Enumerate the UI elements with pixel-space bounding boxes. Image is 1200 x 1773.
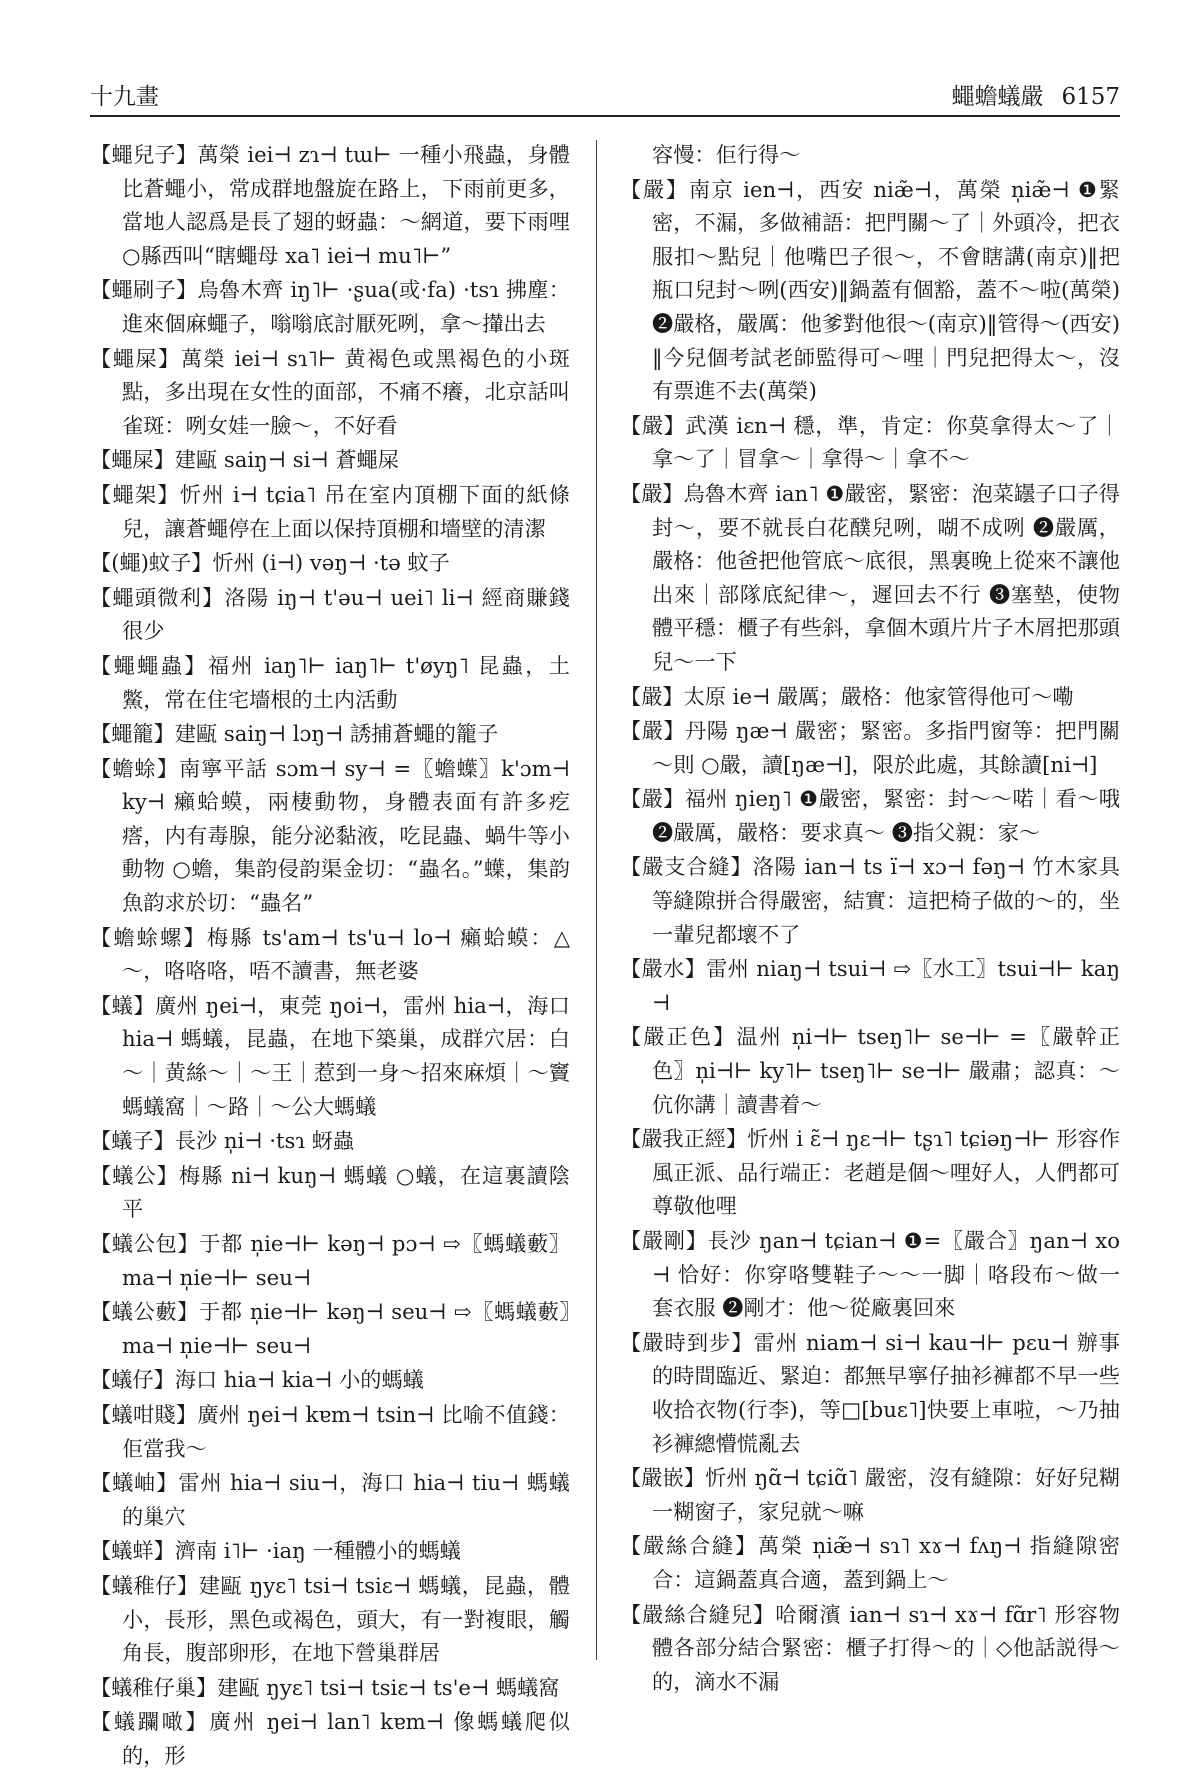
entry-text: 【蟻仔】海口 hia⊣ kia⊣ 小的螞蟻 [90,1367,424,1393]
entry-text: 【蠅架】忻州 i⊣ tɕia˥ 吊在室内頂棚下面的紙條兒，讓蒼蠅停在上面以保持頂棚和墻壁的清潔 [90,481,570,541]
entry-text: 容慢：佢行得～ [652,142,801,167]
entry-text: 【蠅刷子】烏魯木齊 iŋ˥⊢ ·ʂua(或·fa) ·tsɿ 拂塵：進來個麻蠅子，嗡嗡底討厭死咧，拿～攆出去 [90,277,570,336]
entry-text: 【(蠅)蚊子】忻州 (i⊣) vəŋ⊣ ·tə 蚊子 [90,550,450,576]
dictionary-entry [90,1363,570,1397]
entry-text: 【嚴水】雷州 niaŋ⊣ tsui⊣ ⇨〖水工〗tsui⊣⊢ kaŋ⊣ [620,956,1120,1015]
dictionary-entry [620,138,1120,172]
dictionary-entry [620,1461,1120,1528]
entry-text: 【嚴支合縫】洛陽 ian⊣ ts ï⊣ xɔ⊣ fəŋ⊣ 竹木家具等縫隙拼合得嚴密，結實：這把椅子做的～的，坐一輩兒都壞不了 [620,854,1120,947]
entry-text: 【蟻稚仔】建甌 ŋyɛ˥ tsi⊣ tsiɛ⊣ 螞蟻，昆蟲，體小，長形，黑色或褐色，頭大，有一對複眼，觸角長，腹部卵形，在地下營巢群居 [90,1572,570,1666]
entry-text: 【蟻咁賤】廣州 ŋei⊣ kɐm⊣ tsin⊣ 比喻不值錢：佢當我～ [90,1401,570,1461]
entry-text: 【蟾蜍螺】梅縣 ts'am⊣ ts'u⊣ lo⊣ 癩蛤蟆：△～，咯咯咯，唔不讀書，無老婆 [90,924,570,984]
column-divider [596,140,597,1660]
dictionary-entry [620,1598,1120,1699]
dictionary-entry [90,1569,570,1670]
entry-text: 【蠅籠】建甌 saiŋ⊣ lɔŋ⊣ 誘捕蒼蠅的籠子 [90,721,499,747]
dictionary-entry [90,1159,570,1226]
entry-text: 【蟻公藪】于都 n̩ie⊣⊢ kəŋ⊣ seu⊣ ⇨〖螞蟻藪〗ma⊣ n̩ie⊣⊢ seu⊣ [90,1299,570,1358]
entry-text: 【蟾蜍】南寧平話 sɔm⊣ sy⊣ =〖蟾蠂〗k'ɔm⊣ ky⊣ 癩蛤蟆，兩棲動物，身體表面有許多疙瘩，内有毒腺，能分泌黏液，吃昆蟲、蝸牛等小動物 ○蟾，集韵侵韵渠金切：“蟲名。”蠂，集韵魚韵求於切：“蟲名” [90,755,577,916]
right-column [620,138,1127,1694]
entry-text: 【蠅兒子】萬榮 iei⊣ zɿ⊣ tɯ⊢ 一種小飛蟲，身體比蒼蠅小，常成群地盤旋在路上，下雨前更多，當地人認爲是長了翅的蚜蟲：～網道，要下雨哩 ○縣西叫“瞎蠅母 xa˥ iei⊣ mu˥⊢” [90,142,577,268]
entry-text: 【蟻岫】雷州 hia⊣ siu⊣，海口 hia⊣ tiu⊣ 螞蟻的巢穴 [90,1470,570,1529]
entry-text: 【蟻公包】于都 n̩ie⊣⊢ kəŋ⊣ pɔ⊣ ⇨〖螞蟻藪〗ma⊣ n̩ie⊣⊢ seu⊣ [90,1231,570,1290]
entry-text: 【蟻蛘】濟南 i˥⊢ ·iaŋ 一種體小的螞蟻 [90,1538,461,1564]
entry-text: 【嚴我正經】忻州 i ɛ̃⊣ ŋɛ⊣⊢ tʂɿ˥ tɕiəŋ⊣⊢ 形容作風正派、品行端正：老趙是個～哩好人，人們都可尊敬他哩 [620,1126,1120,1219]
entry-text: 【嚴時到步】雷州 niam⊣ si⊣ kau⊣⊢ pɛu⊣ 辦事的時間臨近、緊迫：都無早寧仔抽衫褲都不早一些收拾衣物(行李)，等□[buɛ˥]快要上車啦，～乃抽衫褲總懵慌亂去 [620,1329,1120,1456]
left-column [90,138,577,1768]
dictionary-entry [620,1224,1120,1325]
head-characters: 蠅蟾蟻嚴 [951,84,1044,110]
dictionary-entry [90,1534,570,1568]
entry-text: 【嚴】南京 ien⊣，西安 niæ̃⊣，萬榮 n̩iæ̃⊣ ❶緊密，不漏，多做補語：把門關～了｜外頭冷，把衣服扣～點兒｜他嘴巴子很～，不會瞎講(南京)‖把瓶口兒封～咧(西安)‖鍋蓋有個豁，蓋不～啦(萬榮) ❷嚴格，嚴厲：他爹對他很～(南京)‖管得～(西安)‖今兒個考試老師監得可～哩｜門兒把得太～，沒有票進不去(萬榮) [620,176,1127,404]
entry-text: 【嚴剛】長沙 ŋan⊣ tɕian⊣ ❶=〖嚴合〗ŋan⊣ xo⊣ 恰好：你穿咯雙鞋子～～一脚｜咯段布～做一套衣服 ❷剛才：他～從廠裏回來 [620,1228,1120,1321]
entry-text: 【嚴】福州 ŋieŋ˥ ❶嚴密，緊密：封～～喏｜看～哦 ❷嚴厲，嚴格：要求真～ ❸指父親：家～ [620,786,1127,845]
dictionary-entry [620,1020,1120,1121]
dictionary-entry [620,850,1120,951]
dictionary-entry [90,273,570,340]
entry-text: 【蠅屎】萬榮 iei⊣ sɿ˥⊢ 黄褐色或黑褐色的小斑點，多出現在女性的面部，不痛不癢，北京話叫雀斑：咧女娃一臉～，不好看 [90,345,570,438]
entry-text: 【蠅屎】建甌 saiŋ⊣ si⊣ 蒼蠅屎 [90,447,399,473]
dictionary-entry [90,1466,570,1533]
dictionary-entry [620,1122,1120,1223]
entry-text: 【嚴】丹陽 ŋæ⊣ 嚴密；緊密。多指門窗等：把門關～則 ○嚴，讀[ŋæ⊣]，限於此處，其餘讀[ni⊣] [620,718,1120,777]
entry-text: 【蠅頭微利】洛陽 iŋ⊣ t'əu⊣ uei˥ li⊣ 經商賺錢很少 [90,584,570,644]
section-title: 十九畫 [90,84,159,110]
dictionary-entry [620,173,1127,408]
entry-text: 【嚴】烏魯木齊 ian˥ ❶嚴密，緊密：泡菜罎子口子得封～，要不就長白花醭兒咧，㗅不成咧 ❷嚴厲，嚴格：他爸把他管底～底很，黑裏晚上從來不讓他出來｜部隊底紀律～，遲回去不行 ❸塞墊，使物體平穩：櫃子有些斜，拿個木頭片片子木屑把那頭兒～一下 [620,480,1120,674]
entry-text: 【蟻】廣州 ŋei⊣，東莞 ŋoi⊣，雷州 hia⊣，海口 hia⊣ 螞蟻，昆蟲，在地下築巢，成群穴居：白～｜黄絲～｜～王｜惹到一身～招來麻煩｜～竇螞蟻窩｜～路｜～公大螞蟻 [90,992,577,1119]
entry-text: 【蠅蠅蟲】福州 iaŋ˥⊢ iaŋ˥⊢ t'øyŋ˥ 昆蟲，土鱉，常在住宅墻根的土内活動 [90,652,570,712]
entry-text: 【嚴嵌】忻州 ŋɑ̃⊣ tɕiɑ̃˥ 嚴密，沒有縫隙：好好兒糊一糊窗子，家兒就～嘛 [620,1465,1120,1524]
entry-text: 【嚴絲合縫兒】哈爾濱 ian⊣ sɿ⊣ xɤ⊣ fɑ̃r˥ 形容物體各部分結合緊密：櫃子打得～的｜◇他話説得～的，滴水不漏 [620,1601,1120,1694]
dictionary-entry [90,921,570,988]
entry-text: 【蟻公】梅縣 ni⊣ kuŋ⊣ 螞蟻 ○蟻，在這裏讀陰平 [90,1162,570,1222]
dictionary-entry [620,782,1127,849]
dictionary-entry [620,477,1120,679]
dictionary-entry [90,1705,570,1772]
entry-text: 【嚴正色】温州 n̩i⊣⊢ tseŋ˥⊢ se⊣⊢ =〖嚴幹正色〗n̩i⊣⊢ ky˥⊢ tseŋ˥⊢ se⊣⊢ 嚴肅；認真：～伉你講｜讀書着～ [620,1024,1120,1117]
dictionary-entry [90,989,577,1123]
dictionary-entry [90,1227,570,1294]
dictionary-entry [90,546,570,580]
dictionary-entry [620,1326,1120,1460]
dictionary-entry [90,478,570,545]
dictionary-entry [90,342,570,443]
page-header [90,78,1120,118]
dictionary-entry [90,1398,570,1465]
dictionary-entry [90,1295,570,1362]
page-number: 6157 [1061,84,1120,110]
dictionary-entry [620,952,1120,1019]
dictionary-entry [90,1671,570,1705]
entry-text: 【蟻子】長沙 n̩i⊣ ·tsɿ 蚜蟲 [90,1128,355,1154]
dictionary-entry [620,714,1120,781]
dictionary-entry [90,138,577,272]
dictionary-entry [90,649,570,716]
entry-text: 【嚴】武漢 iɛn⊣ 穩，準，肯定：你莫拿得太～了｜拿～了｜冒拿～｜拿得～｜拿不～ [620,412,1120,472]
dictionary-entry [90,752,577,920]
dictionary-entry [620,409,1120,476]
dictionary-entry [90,1124,570,1158]
entry-text: 【嚴絲合縫】萬榮 n̩iæ̃⊣ sɿ˥ xɤ⊣ fʌŋ⊣ 指縫隙密合：這鍋蓋真合適，蓋到鍋上～ [620,1533,1120,1592]
dictionary-entry [620,680,1120,714]
running-head [951,78,1120,111]
entry-text: 【蟻躝噉】廣州 ŋei⊣ lan˥ kɐm⊣ 像螞蟻爬似的，形 [90,1709,570,1768]
dictionary-entry [90,581,570,648]
entry-text: 【蟻稚仔巢】建甌 ŋyɛ˥ tsi⊣ tsiɛ⊣ ts'e⊣ 螞蟻窩 [90,1674,560,1700]
dictionary-entry [90,443,570,477]
dictionary-entry [620,1529,1120,1596]
header-rule [90,115,1120,117]
dictionary-entry [90,717,570,751]
entry-text: 【嚴】太原 ie⊣ 嚴厲；嚴格：他家管得他可～嘞 [620,683,1074,709]
